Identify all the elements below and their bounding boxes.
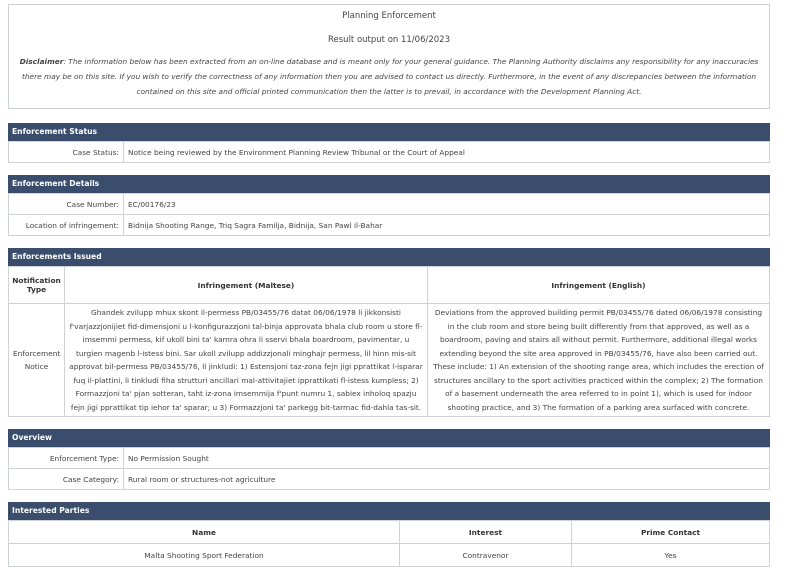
table-row [9,142,770,163]
enforcement-status-table [8,141,770,163]
overview-section [8,429,770,490]
interested-parties-table [8,520,770,567]
disclaimer-text: : The information below has been extracted from an on-line database and is meant only for your general guidance. The Planning Authority disclaims any responsibility for any inaccuracies there may be on this site. If you wish to verify the correctness of any information then you are advised to contact us directly. Furthermore, in the event of any discrepancies between the information contained on this site and official printed communication then the latter is to prevail, in accordance with the Development Planning Act. [21,57,759,96]
section-heading: Overview [8,429,770,447]
section-heading: Enforcements Issued [8,248,770,266]
enforcements-issued-table [8,266,770,417]
infringement-maltese-cell: Ghandek zvilupp mhux skont il-permess PB/03455/76 datat 06/06/1978 li jikkonsisti f'varjazzjonijiet fid-dimensjoni u l-konfigurazzjoni tal-binja approvata bhala club room u store fl-imsemmi permess, kif ukoll bini ta' kamra ohra li sservi bhala boardroom, pavimentar, u turgien magenb l-istess bini. Sar ukoll zvilupp addizzjonali minghajr permess, lil hinn mis-sit approvat bil-permess PB/03455/76, li jinkludi: 1) Estensjoni taz-zona fejn jigi pprattikat l-isparar fuq il-plattini, li tinkludi fiha strutturi ancillari mal-attivitajiet ipprattikati fl-istess kumpless; 2) Formazzjoni ta' pjan sotteran, taht iz-zona imsemmija f'punt numru 1, sabiex inholoq spazju fejn jigi pprattikat tip iehor ta' sparar; u 3) Formazzjoni ta' parkegg bit-tarmac fid-dahla tas-sit. [65,304,428,417]
case-category-value: Rural room or structures-not agriculture [124,469,770,490]
party-prime-contact: Yes [572,544,770,567]
case-number-label: Case Number: [9,194,124,215]
infringement-english-cell: Deviations from the approved building permit PB/03455/76 dated 06/06/1978 consisting in the club room and store being built differently from that approved, as well as a boardroom, paving and stairs all without permit. Furthermore, additional illegal works extending beyond the site area approved in PB/03455/76, have also been carried out. These include: 1) An extension of the shooting range area, which includes the erection of structures ancillary to the sport activities practiced within the complex; 2) The formation of a basement underneath the area referred to in point 1), which is used for indoor shooting practice, and 3) The formation of a parking area surfaced with concrete. [428,304,770,417]
enforcement-type-label: Enforcement Type: [9,448,124,469]
disclaimer [9,54,769,99]
overview-table [8,447,770,490]
page-title: Planning Enforcement [342,11,436,21]
col-infringement-english: Infringement (English) [428,267,770,304]
section-heading: Enforcement Status [8,123,770,141]
case-status-value: Notice being reviewed by the Environment Planning Review Tribunal or the Court of Appeal [124,142,770,163]
disclaimer-label: Disclaimer [19,57,64,66]
section-heading: Enforcement Details [8,175,770,193]
col-prime-contact: Prime Contact [572,521,770,544]
enforcement-page [8,4,770,567]
table-row [9,194,770,215]
case-status-label: Case Status: [9,142,124,163]
case-number-value: EC/00176/23 [124,194,770,215]
party-name: Malta Shooting Sport Federation [9,544,400,567]
enforcement-details-section [8,175,770,236]
section-heading: Interested Parties [8,502,770,520]
col-notification-type: Notification Type [9,267,65,304]
result-output-date: Result output on 11/06/2023 [328,35,450,45]
enforcements-issued-section [8,248,770,417]
party-interest: Contravenor [400,544,572,567]
table-header-row [9,521,770,544]
table-row [9,304,770,417]
table-row [9,448,770,469]
enforcement-details-table [8,193,770,236]
notification-type-cell: Enforcement Notice [9,304,65,417]
location-label: Location of infringement: [9,215,124,236]
table-header-row [9,267,770,304]
table-row [9,469,770,490]
col-interest: Interest [400,521,572,544]
col-name: Name [9,521,400,544]
header-panel [8,4,770,109]
interested-parties-section [8,502,770,567]
col-infringement-maltese: Infringement (Maltese) [65,267,428,304]
case-category-label: Case Category: [9,469,124,490]
table-row [9,215,770,236]
location-value: Bidnija Shooting Range, Triq Sagra Familja, Bidnija, San Pawl il-Bahar [124,215,770,236]
enforcement-status-section [8,123,770,163]
enforcement-type-value: No Permission Sought [124,448,770,469]
table-row [9,544,770,567]
